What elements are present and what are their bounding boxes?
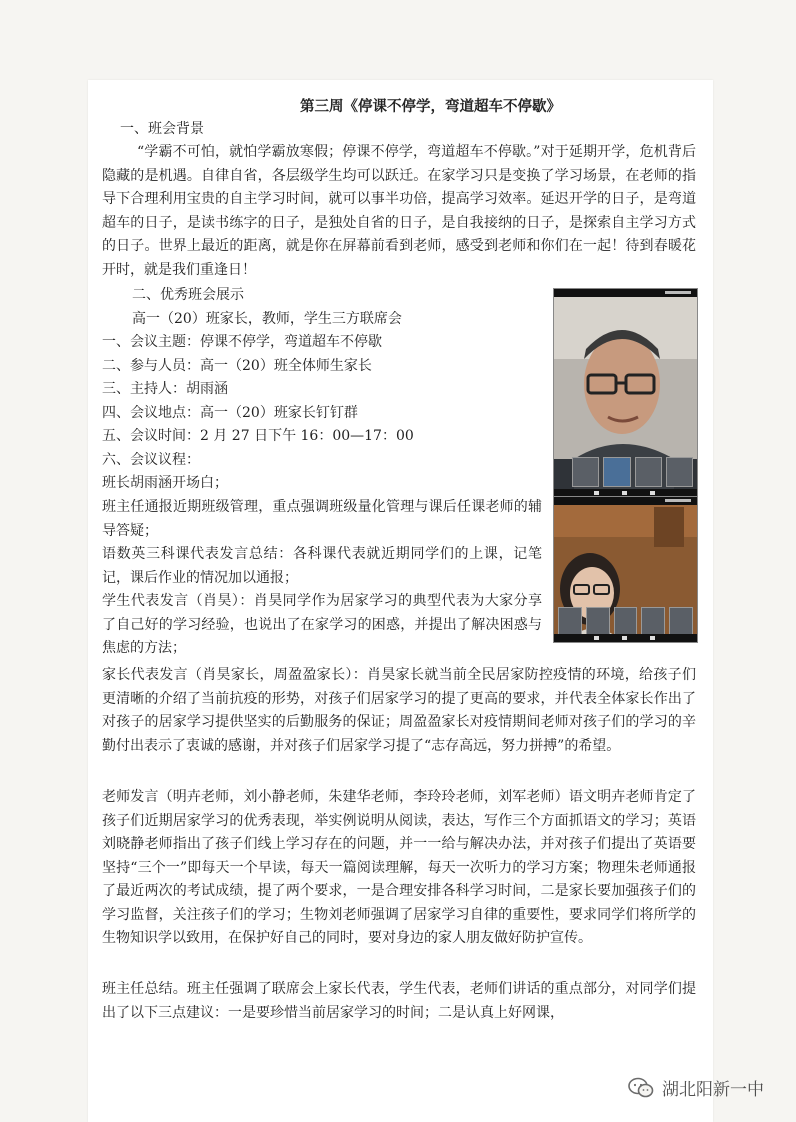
agenda-item: 学生代表发言（肖昊）：肖昊同学作为居家学习的典型代表为大家分享了自己好的学习经验，也说出了在家学习的困惑，并提出了解决困惑与焦虑的方法； xyxy=(102,593,542,656)
navigation-bar xyxy=(554,634,697,642)
participant-thumbnail xyxy=(614,607,638,637)
video-call-photo-teacher xyxy=(553,288,698,498)
brand-name: 湖北阳新一中 xyxy=(662,1080,764,1100)
meeting-title: 高一（20）班家长，教师，学生三方联席会 xyxy=(132,311,402,327)
agenda-item: 老师发言（明卉老师，刘小静老师，朱建华老师，李玲玲老师，刘军老师）语文明卉老师肯定了孩子们近期居家学习的优秀表现，举实例说明从阅读，表达，写作三个方面抓语文的学习；英语刘晓静老师指出了孩子们线上学习存在的问题，并一一给与解决办法，并对孩子们提出了英语要坚持“三个一”即每天一个早读，每天一篇阅读理解，每天一次听力的学习方案；物理朱老师通报了最近两次的考试成绩，提了两个要求，一是合理安排各科学习时间，二是家长要加强孩子们的学习监督，关注孩子们的学习；生物刘老师强调了居家学习自律的重要性，要求同学们将所学的生物知识学以致用，在保护好自己的同时，要对身边的家人朋友做好防护宣传。 xyxy=(102,789,696,946)
meeting-host: 三、主持人：胡雨涵 xyxy=(102,381,228,397)
source-brand xyxy=(628,1075,764,1100)
agenda-item: 家长代表发言（肖昊家长，周盈盈家长）：肖昊家长就当前全民居家防控疫情的环境，给孩子们更清晰的介绍了当前抗疫的形势，对孩子们居家学习的提了更高的要求，并代表全体家长作出了对孩子的居家学习提供坚实的后勤服务的保证；周盈盈家长对疫情期间老师对孩子们的学习的辛勤付出表示了衷诚的感谢，并对孩子们居家学习提了“志存高远，努力拼搏”的希望。 xyxy=(102,667,696,754)
agenda-item: 班主任总结。班主任强调了联席会上家长代表，学生代表，老师们讲话的重点部分，对同学们提出了以下三点建议：一是要珍惜当前居家学习的时间；二是认真上好网课， xyxy=(102,981,696,1021)
meeting-theme: 一、会议主题：停课不停学，弯道超车不停歇 xyxy=(102,334,382,350)
document-title: 第三周《停课不停学，弯道超车不停歇》 xyxy=(300,98,561,115)
video-call-photo-student xyxy=(553,496,698,643)
participant-thumbnail xyxy=(603,457,630,487)
status-bar xyxy=(554,289,697,297)
meeting-time: 五、会议时间：2 月 27 日下午 16：00—17：00 xyxy=(102,428,414,444)
status-bar xyxy=(554,497,697,505)
section-heading-showcase: 二、优秀班会展示 xyxy=(132,287,244,303)
background-paragraph: “学霸不可怕，就怕学霸放寒假；停课不停学，弯道超车不停歇。”对于延期开学，危机背后隐藏的是机遇。自律自省，各层级学生均可以跃迁。在家学习只是变换了学习场景，在老师的指导下合理利用宝贵的自主学习时间，就可以事半功倍，提高学习效率。延迟开学的日子，是弯道超车的日子，是读书练字的日子，是独处自省的日子，是自我接纳的日子，是探索自主学习方式的日子。世界上最近的距离，就是你在屏幕前看到老师，感受到老师和你们在一起！待到春暖花开时，就是我们重逢日！ xyxy=(102,144,696,278)
participant-thumbnails xyxy=(572,457,693,487)
meeting-participants: 二、参与人员：高一（20）班全体师生家长 xyxy=(102,358,372,374)
participant-thumbnail xyxy=(572,457,599,487)
participant-thumbnail xyxy=(586,607,610,637)
meeting-agenda-heading: 六、会议议程： xyxy=(102,452,200,468)
participant-thumbnails xyxy=(558,607,693,637)
section-heading-background: 一、班会背景 xyxy=(120,121,204,137)
agenda-item: 班主任通报近期班级管理，重点强调班级量化管理与课后任课老师的辅导答疑； xyxy=(102,499,542,539)
participant-thumbnail xyxy=(558,607,582,637)
meeting-location: 四、会议地点：高一（20）班家长钉钉群 xyxy=(102,405,358,421)
agenda-item: 语数英三科课代表发言总结：各科课代表就近期同学们的上课，记笔记，课后作业的情况加以通报； xyxy=(102,546,542,586)
participant-thumbnail xyxy=(669,607,693,637)
participant-thumbnail xyxy=(641,607,665,637)
participant-thumbnail xyxy=(635,457,662,487)
participant-thumbnail xyxy=(666,457,693,487)
agenda-item: 班长胡雨涵开场白； xyxy=(102,475,228,491)
wechat-official-account-icon xyxy=(628,1077,654,1099)
